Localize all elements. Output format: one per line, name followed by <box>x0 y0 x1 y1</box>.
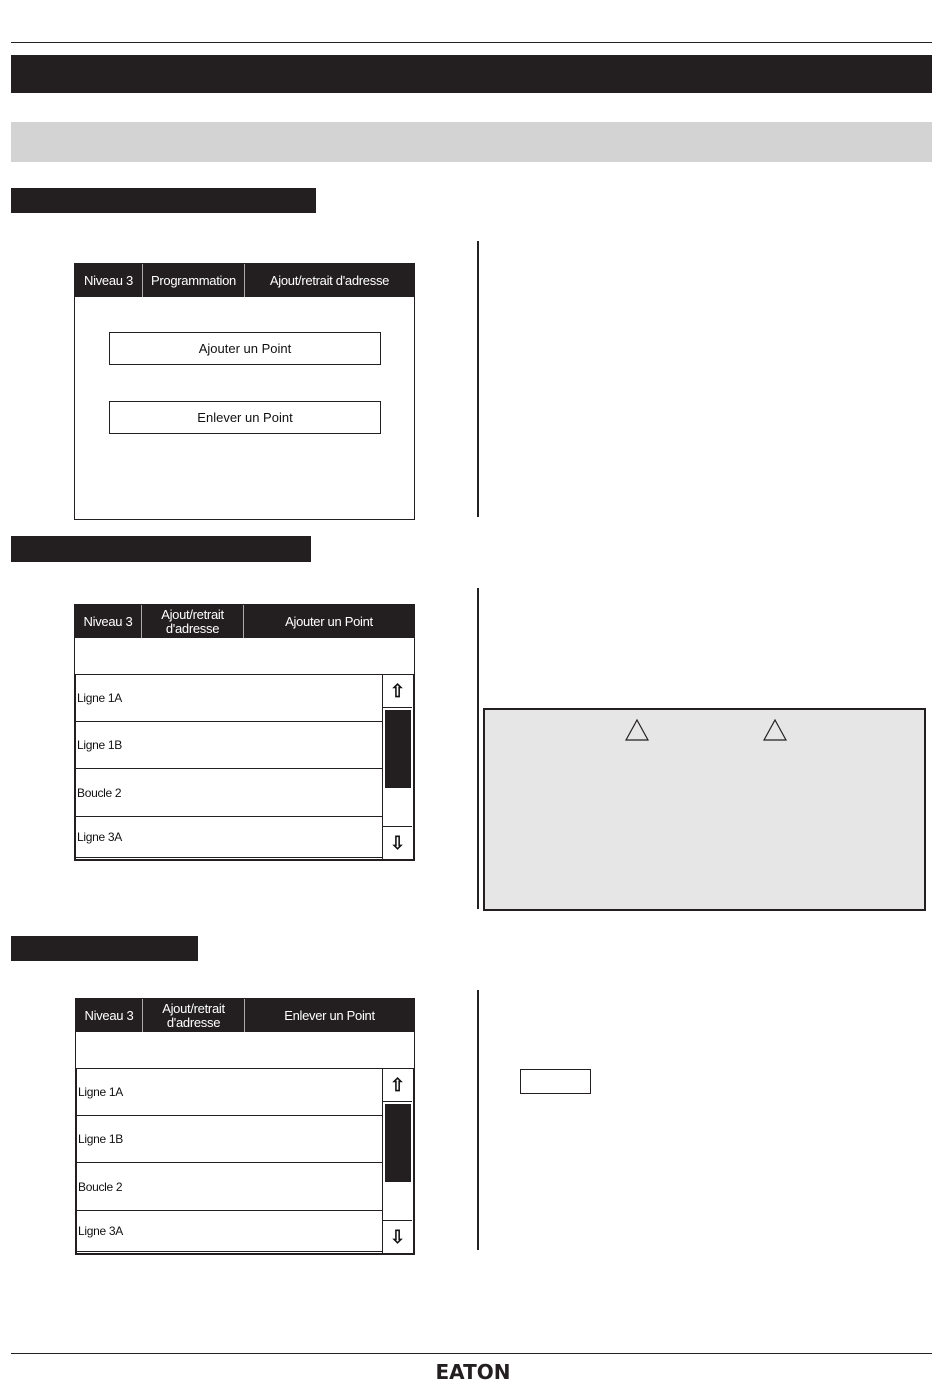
tab-enlever-un-point[interactable]: Enlever un Point <box>284 1007 375 1023</box>
screen-add-point <box>74 604 415 861</box>
tab-ajouter-un-point[interactable]: Ajouter un Point <box>285 613 373 629</box>
list-item[interactable]: Ligne 1B <box>76 722 382 769</box>
scroll-thumb[interactable] <box>385 1104 411 1182</box>
eaton-logo: EATON <box>435 1360 511 1384</box>
bottom-rule <box>11 1353 932 1354</box>
arrow-down-icon[interactable]: ⇩ <box>383 826 412 859</box>
list-item[interactable]: Ligne 1A <box>76 675 382 722</box>
remove-point-button[interactable]: Enlever un Point <box>109 401 381 434</box>
arrow-up-icon[interactable]: ⇧ <box>383 675 412 708</box>
divider-line-2 <box>477 588 479 909</box>
screen-header <box>75 264 414 297</box>
screen-header <box>76 999 414 1032</box>
subtitle-bar <box>11 122 932 162</box>
divider-line-1 <box>477 241 479 517</box>
list-item[interactable]: Ligne 3A <box>76 817 382 858</box>
warning-box <box>483 708 926 911</box>
tab-programmation[interactable]: Programmation <box>143 264 245 297</box>
loop-list <box>75 674 414 860</box>
screen-header <box>75 605 414 638</box>
section-heading-1 <box>11 188 316 213</box>
tab-ajout-retrait[interactable]: Ajout/retrait d'adresse <box>269 272 390 288</box>
section-heading-2 <box>11 536 311 562</box>
tab-niveau-3[interactable]: Niveau 3 <box>76 999 143 1032</box>
arrow-down-icon[interactable]: ⇩ <box>383 1220 412 1253</box>
divider-line-3 <box>477 990 479 1250</box>
scroll-thumb[interactable] <box>385 710 411 788</box>
tab-niveau-3[interactable]: Niveau 3 <box>75 264 143 297</box>
scrollbar[interactable] <box>382 675 413 859</box>
tab-ajout-retrait[interactable]: Ajout/retrait d'adresse <box>142 605 244 638</box>
list-item[interactable]: Ligne 3A <box>77 1211 383 1252</box>
warning-triangle-icon <box>625 718 649 742</box>
arrow-up-icon[interactable]: ⇧ <box>383 1069 412 1102</box>
section-heading-3 <box>11 936 198 961</box>
loop-list <box>76 1068 414 1254</box>
list-item[interactable]: Ligne 1B <box>77 1116 383 1163</box>
tab-ajout-retrait[interactable]: Ajout/retrait d'adresse <box>143 999 245 1032</box>
list-item[interactable]: Boucle 2 <box>76 769 382 817</box>
key-box <box>520 1069 591 1094</box>
top-rule <box>11 42 932 43</box>
warning-triangle-icon <box>763 718 787 742</box>
scrollbar[interactable] <box>382 1069 413 1253</box>
screen-add-remove-menu <box>74 263 415 520</box>
list-item[interactable]: Boucle 2 <box>77 1163 383 1211</box>
list-item[interactable]: Ligne 1A <box>77 1069 383 1116</box>
add-point-button[interactable]: Ajouter un Point <box>109 332 381 365</box>
tab-niveau-3[interactable]: Niveau 3 <box>75 605 142 638</box>
screen-remove-point <box>75 998 415 1255</box>
title-bar <box>11 55 932 93</box>
